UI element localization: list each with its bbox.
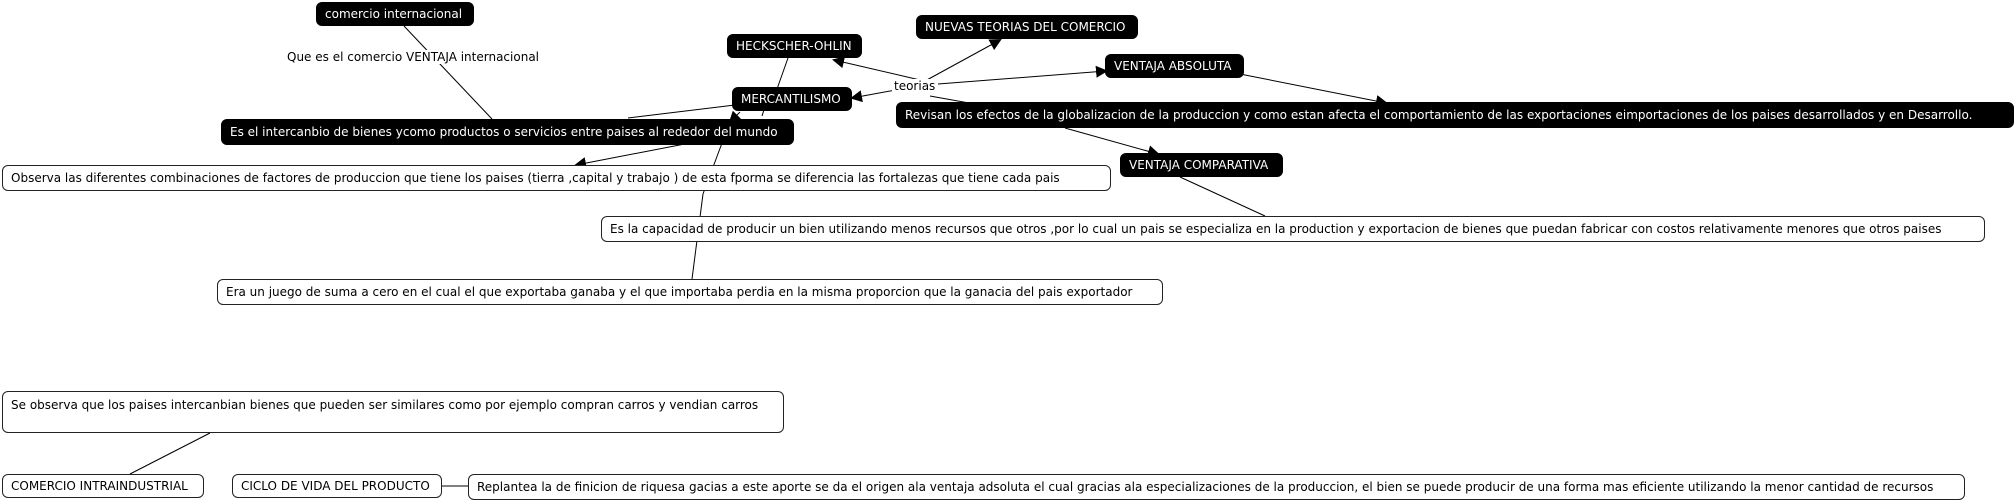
node-intercambio[interactable]: Es el intercanbio de bienes ycomo productos o servicios entre paises al rededor del mundo	[221, 119, 794, 145]
node-comercio-intraindustrial[interactable]: COMERCIO INTRAINDUSTRIAL	[2, 474, 204, 498]
node-se-observa[interactable]: Se observa que los paises intercanbian bienes que pueden ser similares como por ejemplo compran carros y vendian carros	[2, 391, 784, 433]
node-nuevas-teorias[interactable]: NUEVAS TEORIAS DEL COMERCIO	[916, 15, 1138, 39]
connector-line	[1180, 177, 1265, 216]
label-teorias: teorias	[894, 79, 936, 93]
node-ventaja-absoluta[interactable]: VENTAJA ABSOLUTA	[1105, 54, 1244, 78]
label-que-es-comercio: Que es el comercio VENTAJA internacional	[287, 50, 539, 64]
connector-line	[404, 26, 492, 119]
node-replantea[interactable]: Replantea la de finicion de riquesa gacias a este aporte se da el origen ala ventaja adsoluta el cual gracias ala especializaciones de la produccion, el bien se puede producir de una forma mas eficiente utilizando la menor cantidad de recursos	[468, 474, 1965, 500]
node-mercantilismo[interactable]: MERCANTILISMO	[732, 87, 852, 111]
node-ventaja-comparativa[interactable]: VENTAJA COMPARATIVA	[1120, 153, 1283, 177]
connector-line	[777, 58, 788, 89]
node-ciclo-vida-producto[interactable]: CICLO DE VIDA DEL PRODUCTO	[232, 474, 442, 498]
node-revisan[interactable]: Revisan los efectos de la globalizacion de la produccion y como estan afecta el comportamiento de las exportaciones eimportaciones de los paises desarrollados y en Desarrollo.	[896, 102, 2014, 128]
connector-line	[938, 71, 1106, 84]
connector-line	[130, 433, 210, 474]
node-heckscher-ohlin[interactable]: HECKSCHER-OHLIN	[727, 34, 862, 58]
connector-line	[834, 60, 920, 80]
connector-line	[1065, 128, 1158, 154]
node-juego-suma-cero[interactable]: Era un juego de suma a cero en el cual el que exportaba ganaba y el que importaba perdia en la misma proporcion que la ganacia del pais exportador	[217, 279, 1163, 305]
node-observa[interactable]: Observa las diferentes combinaciones de factores de produccion que tiene los paises (tierra ,capital y trabajo ) de esta fporma se diferencia las fortalezas que tiene cada pais	[2, 165, 1111, 191]
connector-line	[925, 40, 1000, 81]
node-comercio-internacional[interactable]: comercio internacional	[316, 2, 474, 26]
connector-line	[576, 143, 690, 165]
connector-line	[1240, 74, 1386, 103]
node-capacidad[interactable]: Es la capacidad de producir un bien utilizando menos recursos que otros ,por lo cual un pais se especializa en la production y exportacion de bienes que puedan fabricar con costos relativamente menores que otros paises	[601, 216, 1985, 242]
connector-line	[628, 105, 735, 118]
